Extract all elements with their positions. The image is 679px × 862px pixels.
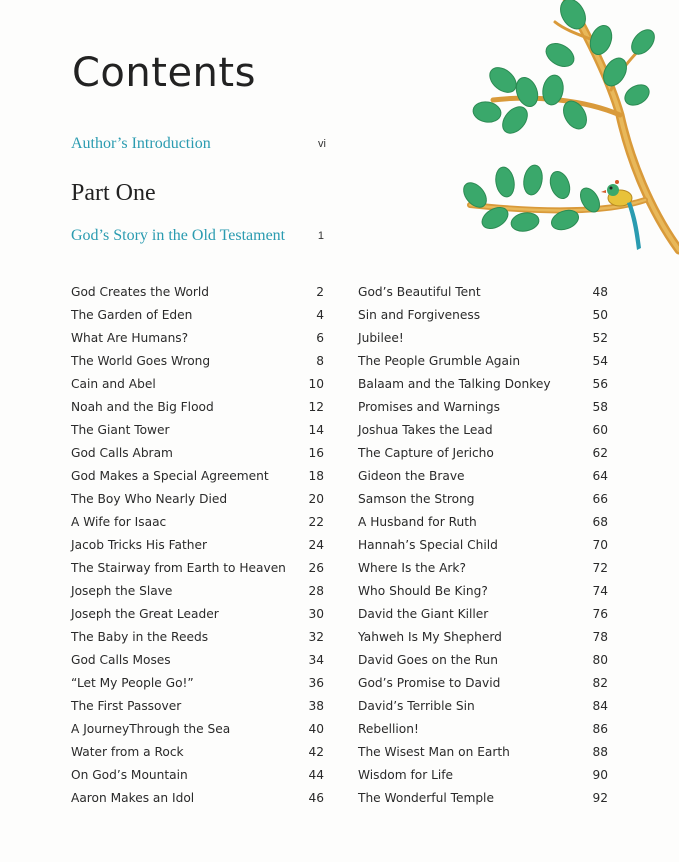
- toc-entry-page-number: 56: [592, 377, 608, 391]
- toc-entry-page-number: 70: [592, 538, 608, 552]
- toc-entry-page-number: 92: [592, 791, 608, 805]
- toc-entry-page-number: 40: [308, 722, 324, 736]
- toc-entry[interactable]: [71, 537, 324, 560]
- toc-entry-title: Hannah’s Special Child: [358, 538, 498, 552]
- toc-entry-page-number: 28: [308, 584, 324, 598]
- bird-icon: [601, 180, 641, 250]
- toc-entry-page-number: 18: [308, 469, 324, 483]
- toc-entry[interactable]: [71, 399, 324, 422]
- toc-entry[interactable]: [358, 767, 608, 790]
- toc-entry[interactable]: [358, 744, 608, 767]
- toc-entry-page-number: 34: [308, 653, 324, 667]
- toc-entry-title: Joseph the Slave: [71, 584, 173, 598]
- toc-entry-page-number: 86: [592, 722, 608, 736]
- toc-entry[interactable]: [358, 353, 608, 376]
- toc-entry[interactable]: [358, 399, 608, 422]
- toc-entry[interactable]: [358, 560, 608, 583]
- toc-entry-title: The Stairway from Earth to Heaven: [71, 561, 286, 575]
- toc-entry-page-number: 24: [308, 538, 324, 552]
- toc-entry-title: Joshua Takes the Lead: [358, 423, 493, 437]
- toc-entry[interactable]: [71, 422, 324, 445]
- toc-entry-page-number: 12: [308, 400, 324, 414]
- toc-entry-page-number: 20: [308, 492, 324, 506]
- toc-entry[interactable]: [71, 629, 324, 652]
- toc-entry[interactable]: [358, 583, 608, 606]
- toc-entry-title: God’s Promise to David: [358, 676, 501, 690]
- toc-entry-title: David’s Terrible Sin: [358, 699, 475, 713]
- toc-entry[interactable]: [71, 744, 324, 767]
- toc-entry-page-number: 84: [592, 699, 608, 713]
- toc-entry[interactable]: [71, 790, 324, 813]
- toc-entry-page-number: 78: [592, 630, 608, 644]
- toc-entry-title: Balaam and the Talking Donkey: [358, 377, 551, 391]
- toc-entry-title: God Makes a Special Agreement: [71, 469, 269, 483]
- toc-entry-title: The Giant Tower: [71, 423, 170, 437]
- toc-entry-title: On God’s Mountain: [71, 768, 188, 782]
- toc-entry-page-number: 14: [308, 423, 324, 437]
- toc-entry[interactable]: [71, 698, 324, 721]
- toc-entry-page-number: 60: [592, 423, 608, 437]
- toc-entry-title: Yahweh Is My Shepherd: [358, 630, 502, 644]
- toc-entry-title: A Husband for Ruth: [358, 515, 477, 529]
- toc-entry[interactable]: [358, 721, 608, 744]
- toc-entry[interactable]: [358, 698, 608, 721]
- toc-entry-page-number: 82: [592, 676, 608, 690]
- toc-entry[interactable]: [358, 514, 608, 537]
- toc-entry[interactable]: [71, 468, 324, 491]
- toc-entry-title: The Wonderful Temple: [358, 791, 494, 805]
- toc-entry-title: Cain and Abel: [71, 377, 156, 391]
- toc-entry-title: Who Should Be King?: [358, 584, 488, 598]
- toc-entry-title: David Goes on the Run: [358, 653, 498, 667]
- toc-entry-title: Jacob Tricks His Father: [71, 538, 208, 552]
- toc-entry-title: Where Is the Ark?: [358, 561, 466, 575]
- toc-entry[interactable]: [358, 330, 608, 353]
- toc-entry-page-number: 10: [308, 377, 324, 391]
- toc-entry-page-number: 32: [308, 630, 324, 644]
- toc-entry-title: “Let My People Go!”: [71, 676, 194, 690]
- toc-entry[interactable]: [71, 767, 324, 790]
- author-introduction-entry[interactable]: [71, 135, 326, 153]
- toc-entry-page-number: 8: [316, 354, 324, 368]
- toc-entry-page-number: 2: [316, 285, 324, 299]
- toc-entry[interactable]: [71, 353, 324, 376]
- toc-entry-title: Sin and Forgiveness: [358, 308, 481, 322]
- toc-entry-title: Samson the Strong: [358, 492, 475, 506]
- toc-entry-title: The Baby in the Reeds: [71, 630, 209, 644]
- toc-entry-page-number: 16: [308, 446, 324, 460]
- toc-entry[interactable]: [358, 537, 608, 560]
- section-heading-entry[interactable]: [71, 227, 324, 245]
- toc-entry-title: The Wisest Man on Earth: [358, 745, 510, 759]
- toc-entry-page-number: 50: [592, 308, 608, 322]
- toc-entry-page-number: 80: [592, 653, 608, 667]
- toc-entry[interactable]: [358, 629, 608, 652]
- toc-left-column: [71, 284, 324, 813]
- toc-entry[interactable]: [358, 790, 608, 813]
- toc-entry-page-number: 58: [592, 400, 608, 414]
- entry-title: God’s Story in the Old Testament: [71, 227, 286, 244]
- toc-entry[interactable]: [358, 675, 608, 698]
- toc-entry-page-number: 38: [308, 699, 324, 713]
- tree-branch-illustration: [415, 0, 679, 300]
- toc-entry-page-number: 76: [592, 607, 608, 621]
- toc-entry[interactable]: [71, 606, 324, 629]
- toc-entry-page-number: 72: [592, 561, 608, 575]
- toc-entry[interactable]: [71, 284, 324, 307]
- toc-entry-page-number: 52: [592, 331, 608, 345]
- toc-entry-title: God Calls Moses: [71, 653, 171, 667]
- toc-entry-page-number: 62: [592, 446, 608, 460]
- toc-entry-title: The Garden of Eden: [71, 308, 193, 322]
- toc-entry[interactable]: [358, 307, 608, 330]
- toc-entry[interactable]: [71, 583, 324, 606]
- toc-entry[interactable]: [358, 468, 608, 491]
- toc-entry[interactable]: [358, 445, 608, 468]
- toc-entry[interactable]: [71, 330, 324, 353]
- toc-entry[interactable]: [358, 376, 608, 399]
- page-title: Contents: [72, 50, 256, 96]
- toc-entry-page-number: 68: [592, 515, 608, 529]
- toc-entry-page-number: 6: [316, 331, 324, 345]
- toc-entry-page-number: 90: [592, 768, 608, 782]
- toc-entry-page-number: 64: [592, 469, 608, 483]
- toc-entry-page-number: 88: [592, 745, 608, 759]
- toc-entry[interactable]: [71, 514, 324, 537]
- toc-entry-page-number: 22: [308, 515, 324, 529]
- toc-entry-title: Joseph the Great Leader: [71, 607, 219, 621]
- toc-entry-page-number: 30: [308, 607, 324, 621]
- toc-entry-title: Noah and the Big Flood: [71, 400, 214, 414]
- toc-entry-title: Wisdom for Life: [358, 768, 454, 782]
- toc-entry-page-number: 26: [308, 561, 324, 575]
- toc-entry[interactable]: [71, 675, 324, 698]
- toc-entry-title: The First Passover: [71, 699, 182, 713]
- part-heading: Part One: [71, 180, 156, 206]
- toc-entry-title: A Wife for Isaac: [71, 515, 167, 529]
- toc-entry[interactable]: [358, 491, 608, 514]
- entry-title: Author’s Introduction: [71, 135, 211, 152]
- entry-page-number: vi: [318, 138, 326, 150]
- toc-entry[interactable]: [71, 721, 324, 744]
- toc-right-column: [358, 284, 608, 813]
- toc-entry-title: Water from a Rock: [71, 745, 184, 759]
- toc-entry-page-number: 4: [316, 308, 324, 322]
- toc-entry[interactable]: [71, 491, 324, 514]
- toc-entry-title: A JourneyThrough the Sea: [71, 722, 231, 736]
- toc-entry-title: Aaron Makes an Idol: [71, 791, 195, 805]
- toc-entry-title: Rebellion!: [358, 722, 419, 736]
- toc-entry-title: God Calls Abram: [71, 446, 173, 460]
- toc-entry[interactable]: [71, 445, 324, 468]
- toc-entry-title: Gideon the Brave: [358, 469, 465, 483]
- toc-entry-page-number: 46: [308, 791, 324, 805]
- toc-entry[interactable]: [71, 652, 324, 675]
- toc-entry-title: God’s Beautiful Tent: [358, 285, 481, 299]
- toc-entry-page-number: 54: [592, 354, 608, 368]
- toc-entry-title: God Creates the World: [71, 285, 210, 299]
- toc-entry-page-number: 48: [592, 285, 608, 299]
- toc-entry-title: Promises and Warnings: [358, 400, 500, 414]
- toc-entry-title: The Boy Who Nearly Died: [71, 492, 228, 506]
- toc-entry[interactable]: [71, 376, 324, 399]
- toc-entry-page-number: 74: [592, 584, 608, 598]
- toc-entry-page-number: 44: [308, 768, 324, 782]
- toc-entry-title: The World Goes Wrong: [71, 354, 211, 368]
- toc-entry-title: David the Giant Killer: [358, 607, 489, 621]
- toc-entry-page-number: 36: [308, 676, 324, 690]
- toc-entry-page-number: 66: [592, 492, 608, 506]
- toc-entry-title: The Capture of Jericho: [358, 446, 494, 460]
- toc-entry-title: The People Grumble Again: [358, 354, 521, 368]
- toc-entry[interactable]: [358, 652, 608, 675]
- toc-entry-page-number: 42: [308, 745, 324, 759]
- toc-entry-title: Jubilee!: [358, 331, 404, 345]
- toc-entry[interactable]: [358, 422, 608, 445]
- toc-entry[interactable]: [71, 307, 324, 330]
- toc-entry[interactable]: [71, 560, 324, 583]
- entry-page-number: 1: [317, 230, 324, 242]
- toc-entry[interactable]: [358, 606, 608, 629]
- toc-entry-title: What Are Humans?: [71, 331, 189, 345]
